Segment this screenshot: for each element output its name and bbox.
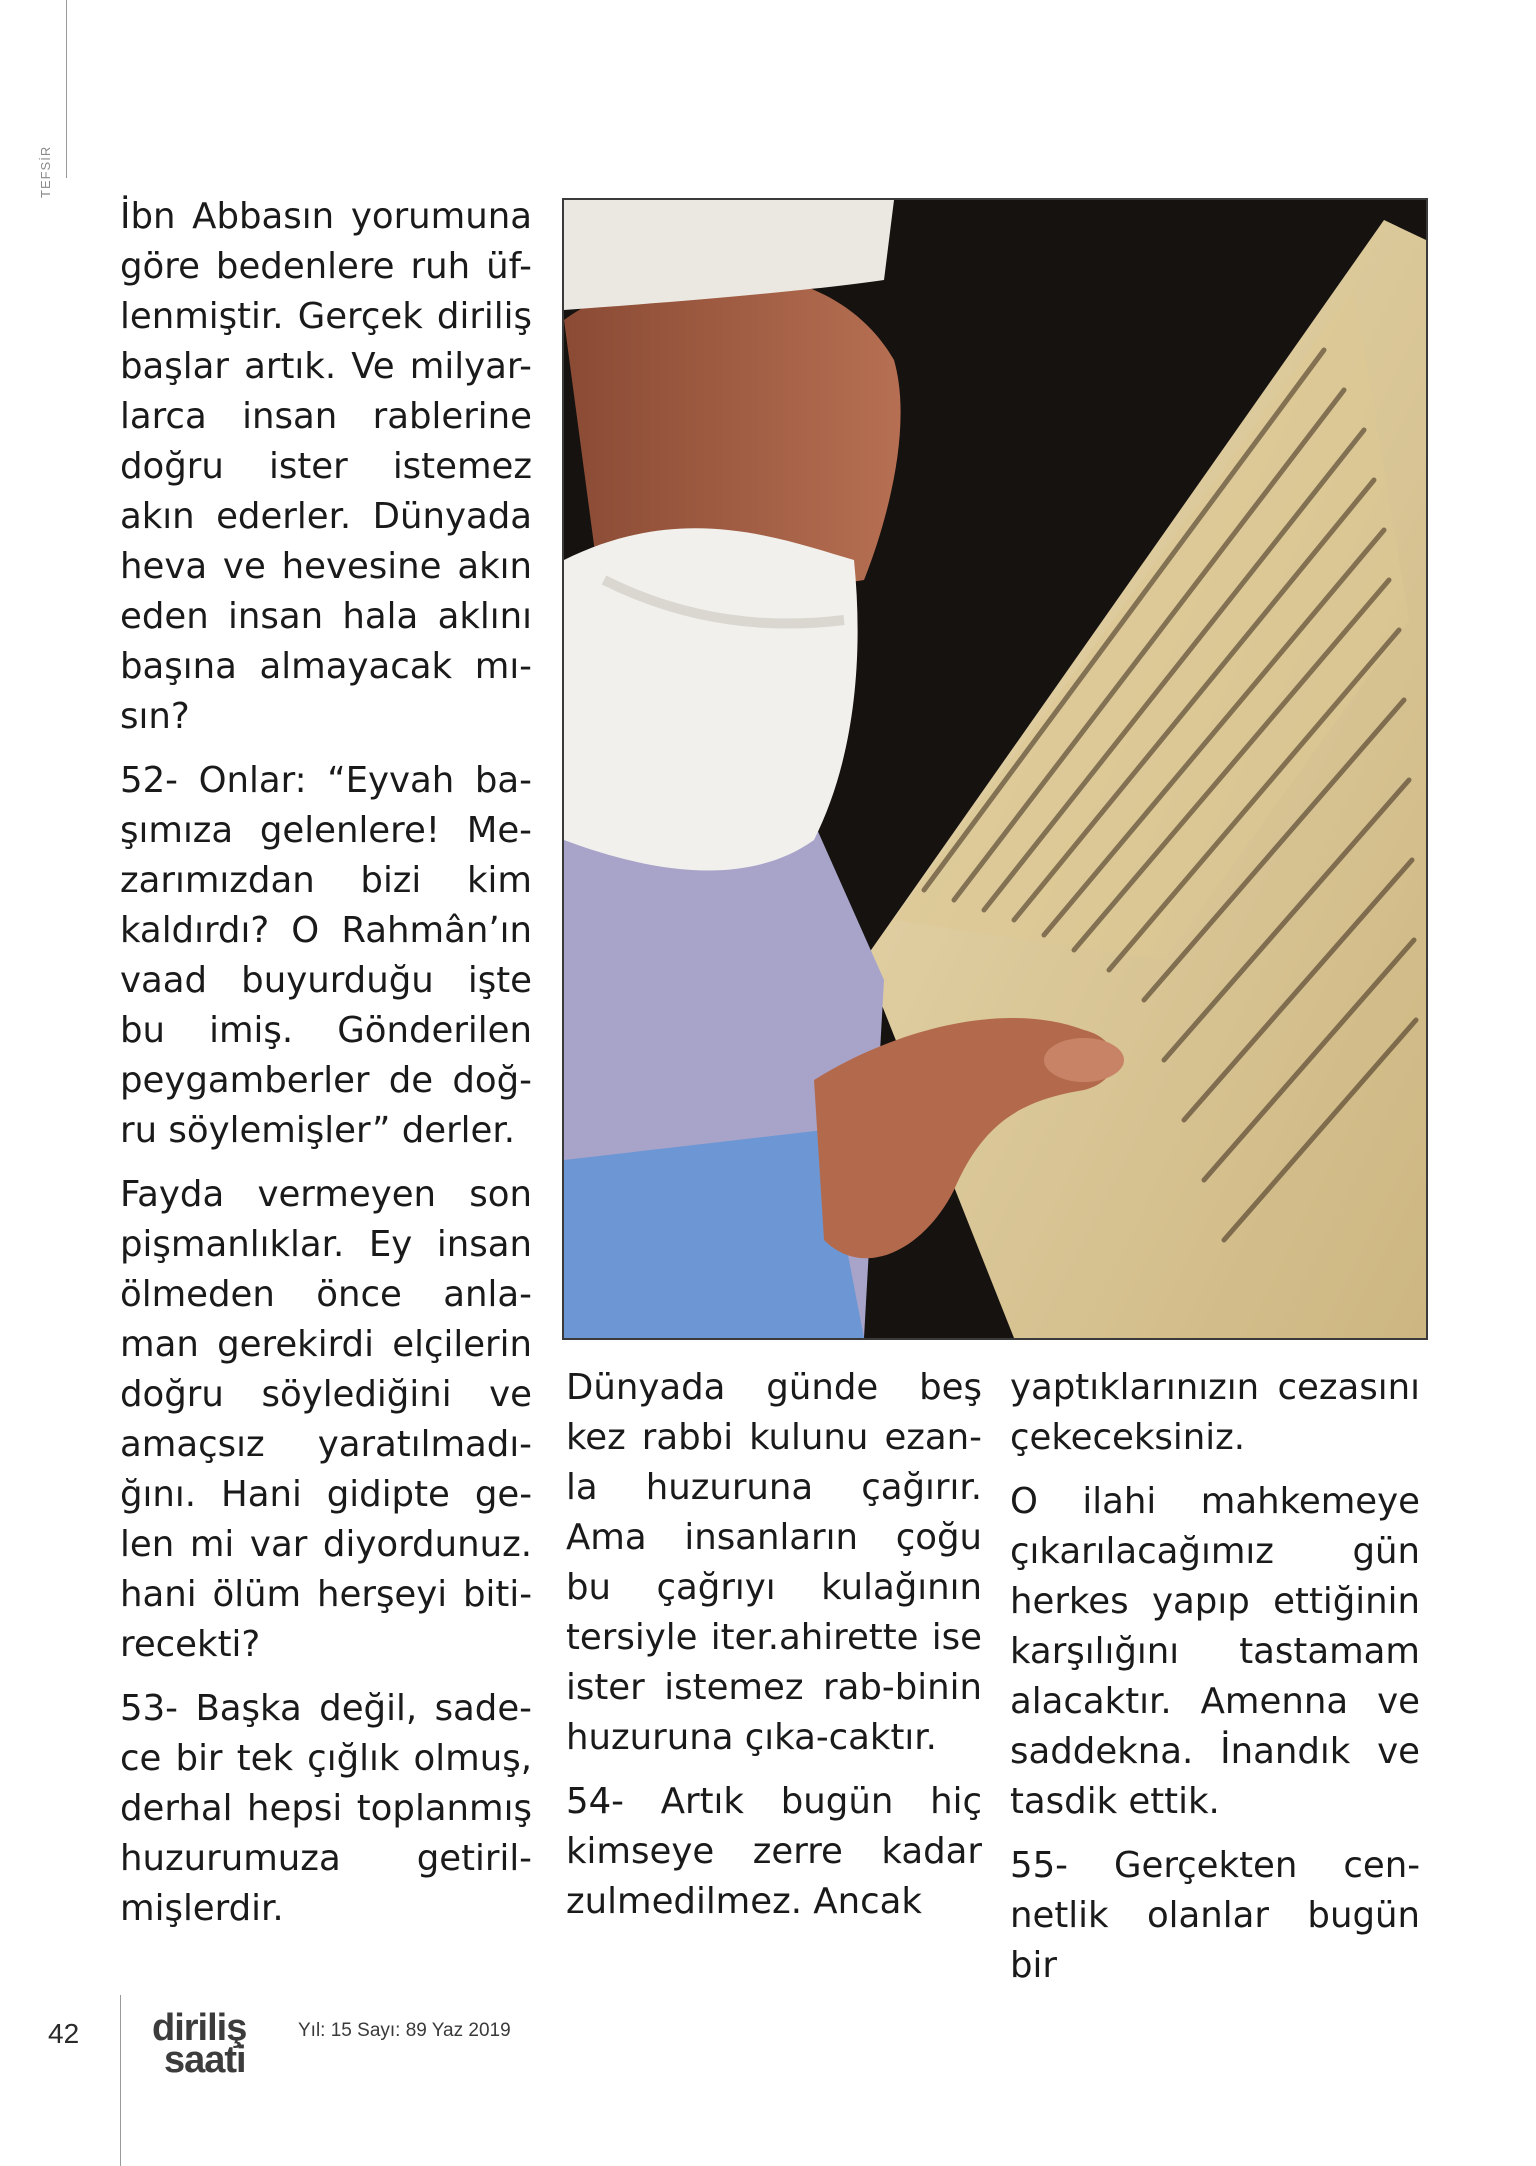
text-column-1 bbox=[120, 192, 532, 1948]
logo-line-1: diriliş bbox=[152, 2007, 247, 2049]
top-divider bbox=[66, 0, 67, 178]
quran-reader-photo bbox=[562, 198, 1428, 1340]
paragraph: O ilahi mahkemeye çıkarılacağımız gün herkes yapıp ettiğinin karşılığını tastamam alacaktır. Amenna ve saddekna. İnandık ve tasdik ettik. bbox=[1010, 1481, 1420, 1822]
text-column-3 bbox=[1010, 1363, 1420, 2005]
page-number: 42 bbox=[48, 2018, 80, 2049]
paragraph: İbn Abbasın yorumuna göre bedenlere ruh üf-lenmiştir. Gerçek diriliş başlar artık. Ve milyar-larca insan rablerine doğru ister istemez akın ederler. Dünyada heva ve hevesine akın eden insan hala aklını başına almayacak mı-sın? bbox=[120, 196, 532, 737]
logo-line-2: saati bbox=[164, 2039, 246, 2081]
paragraph: 55- Gerçekten cen-netlik olanlar bugün bir bbox=[1010, 1845, 1420, 1986]
paragraph: 54- Artık bugün hiç kimseye zerre kadar zulmedilmez. Ancak bbox=[566, 1781, 982, 1922]
footer-divider bbox=[120, 1995, 121, 2166]
magazine-logo bbox=[152, 2007, 247, 2081]
text-column-2 bbox=[566, 1363, 982, 1941]
section-label: TEFSİR bbox=[38, 145, 53, 198]
paragraph: Dünyada günde beş kez rabbi kulunu ezan-la huzuruna çağırır. Ama insanların çoğu bu çağrıyı kulağının tersiyle iter.ahirette ise ister istemez rab-binin huzuruna çıka-caktır. bbox=[566, 1367, 982, 1758]
paragraph: 53- Başka değil, sade-ce bir tek çığlık olmuş, derhal hepsi toplanmış huzurumuza getiril-mişlerdir. bbox=[120, 1688, 532, 1929]
paragraph: Fayda vermeyen son pişmanlıklar. Ey insan ölmeden önce anla-man gerekirdi elçilerin doğru söylediğini ve amaçsız yaratılmadı-ğını. Hani gidipte ge-len mi var diyordunuz. hani ölüm herşeyi biti-recekti? bbox=[120, 1174, 532, 1665]
paragraph: yaptıklarınızın cezasını çekeceksiniz. bbox=[1010, 1367, 1420, 1458]
issue-info: Yıl: 15 Sayı: 89 Yaz 2019 bbox=[298, 2020, 511, 2041]
paragraph: 52- Onlar: “Eyvah ba-şımıza gelenlere! Me-zarımızdan bizi kim kaldırdı? O Rahmân’ın vaad buyurduğu işte bu imiş. Gönderilen peygamberler de doğ-ru söylemişler” derler. bbox=[120, 760, 532, 1151]
photo-illustration bbox=[564, 200, 1426, 1338]
